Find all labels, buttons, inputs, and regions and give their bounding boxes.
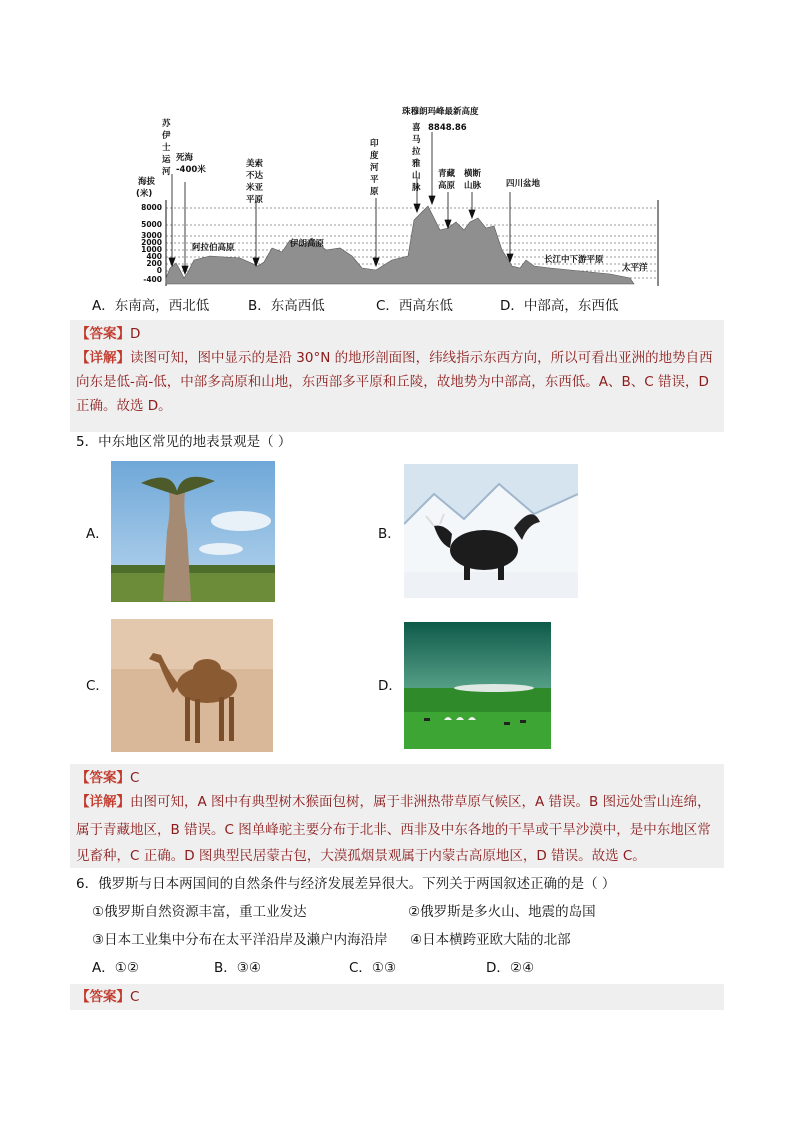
q6-stem: 6．俄罗斯与日本两国间的自然条件与经济发展差异很大。下列关于两国叙述正确的是（ ） <box>76 876 616 892</box>
q4-option-a[interactable]: A．东南高，西北低 <box>92 298 210 314</box>
label-hengduan: 横断 <box>464 169 482 179</box>
y-axis-label-2: (米) <box>136 189 153 199</box>
q5-answer-value: C <box>130 770 140 786</box>
photo-yak-snow-mountain[interactable] <box>404 464 578 598</box>
svg-text:拉: 拉 <box>412 147 421 157</box>
svg-text:马: 马 <box>412 135 421 145</box>
svg-text:不达: 不达 <box>246 171 264 181</box>
label-sichuan: 四川盆地 <box>506 179 541 189</box>
q6-answer <box>76 985 720 1009</box>
label-pacific: 太平洋 <box>622 263 648 273</box>
q5-detail-line2: 属于青藏地区，B 错误。C 图单峰驼主要分布于北非、西非及中东各地的干旱或干旱沙漠中，是中东地区常 <box>76 822 711 838</box>
q5-detail-line3: 见畜种，C 正确。D 图典型民居蒙古包，大漠孤烟景观属于内蒙古高原地区，D 错误。故选 C。 <box>76 848 646 864</box>
label-arabian: 阿拉伯高原 <box>192 243 235 253</box>
q5-answer <box>76 766 720 790</box>
q5-option-c-label[interactable]: C． <box>86 678 109 694</box>
svg-text:河: 河 <box>162 167 171 177</box>
tick-3000: 3000 <box>141 231 162 240</box>
tick-8000: 8000 <box>141 203 162 212</box>
y-axis-label-1: 海拔 <box>138 177 156 187</box>
label-indus: 印 <box>370 139 379 149</box>
tick-400: 400 <box>146 252 162 261</box>
q5-stem: 5．中东地区常见的地表景观是（ ） <box>76 434 292 450</box>
terrain-area <box>166 206 634 284</box>
svg-text:伊: 伊 <box>162 131 171 141</box>
tick-1000: 1000 <box>141 245 162 254</box>
q4-answer-value: D <box>130 326 141 342</box>
q4-option-c[interactable]: C．西高东低 <box>376 298 453 314</box>
label-iran: 伊朗高原 <box>290 239 325 249</box>
label-suez: 苏 <box>162 119 171 129</box>
svg-text:高原: 高原 <box>438 181 456 191</box>
q4-detail <box>76 346 720 370</box>
svg-text:雅: 雅 <box>412 159 421 169</box>
q5-option-b-label[interactable]: B． <box>378 526 401 542</box>
photo-camel-desert[interactable] <box>111 619 273 752</box>
q6-answer-label: 【答案】 <box>76 989 130 1005</box>
tick-2000: 2000 <box>141 238 162 247</box>
label-yangtze: 长江中下游平原 <box>544 255 604 265</box>
q6-statement-3: ③日本工业集中分布在太平洋沿岸及濑户内海沿岸 <box>92 932 388 948</box>
q6-option-c[interactable]: C．①③ <box>349 960 397 976</box>
svg-text:河: 河 <box>370 163 379 173</box>
svg-text:士: 士 <box>162 143 171 153</box>
svg-text:运: 运 <box>162 155 171 165</box>
q5-detail <box>76 790 720 814</box>
svg-text:平: 平 <box>370 175 379 185</box>
svg-text:度: 度 <box>370 151 379 161</box>
q4-answer-label: 【答案】 <box>76 326 130 342</box>
svg-text:平原: 平原 <box>246 195 264 205</box>
q5-option-d-label[interactable]: D． <box>378 678 402 694</box>
q4-option-d[interactable]: D．中部高，东西低 <box>500 298 619 314</box>
photo-grassland-yurts[interactable] <box>404 622 551 749</box>
svg-text:脉: 脉 <box>412 183 421 193</box>
svg-text:米亚: 米亚 <box>246 183 264 193</box>
label-qinghai: 青藏 <box>438 169 456 179</box>
q4-option-b[interactable]: B．东高西低 <box>248 298 325 314</box>
tick-200: 200 <box>146 259 162 268</box>
q4-answer <box>76 322 720 346</box>
terrain-profile <box>130 100 670 290</box>
tick-neg400: -400 <box>143 275 162 284</box>
q4-detail-line1: 读图可知，图中显示的是沿 30°N 的地形剖面图，纬线指示东西方向，所以可看出亚洲的地势自西 <box>130 350 713 366</box>
label-mesopotamia: 美索 <box>246 159 264 169</box>
label-dead-sea-depth: -400米 <box>176 165 206 175</box>
svg-text:原: 原 <box>370 187 379 197</box>
q5-answer-label: 【答案】 <box>76 770 130 786</box>
q4-detail-line2: 向东是低-高-低，中部多高原和山地，东西部多平原和丘陵，故地势为中部高，东西低。A、B、C 错误，D <box>76 374 709 390</box>
q6-statement-4: ④日本横跨亚欧大陆的北部 <box>410 932 571 948</box>
q6-answer-value: C <box>130 989 140 1005</box>
label-himalaya: 喜 <box>412 123 421 133</box>
label-everest: 珠穆朗玛峰最新高度 <box>402 107 479 117</box>
q6-option-a[interactable]: A．①② <box>92 960 139 976</box>
q5-detail-line1: 由图可知，A 图中有典型树木猴面包树，属于非洲热带草原气候区，A 错误。B 图远处雪山连绵， <box>130 794 711 810</box>
q5-detail-label: 【详解】 <box>76 794 130 810</box>
svg-text:山脉: 山脉 <box>464 181 482 191</box>
label-everest-height: 8848.86 <box>428 123 467 133</box>
q6-option-d[interactable]: D．②④ <box>486 960 535 976</box>
label-dead-sea: 死海 <box>176 153 194 163</box>
q4-detail-line3: 正确。故选 D。 <box>76 398 172 414</box>
q6-statement-2: ②俄罗斯是多火山、地震的岛国 <box>408 904 596 920</box>
q5-option-a-label[interactable]: A． <box>86 526 109 542</box>
photo-baobab-tree[interactable] <box>111 461 275 602</box>
q6-statement-1: ①俄罗斯自然资源丰富，重工业发达 <box>92 904 307 920</box>
tick-0: 0 <box>156 266 162 275</box>
tick-5000: 5000 <box>141 220 162 229</box>
svg-text:山: 山 <box>412 171 421 181</box>
q4-detail-label: 【详解】 <box>76 350 130 366</box>
q6-option-b[interactable]: B．③④ <box>214 960 261 976</box>
